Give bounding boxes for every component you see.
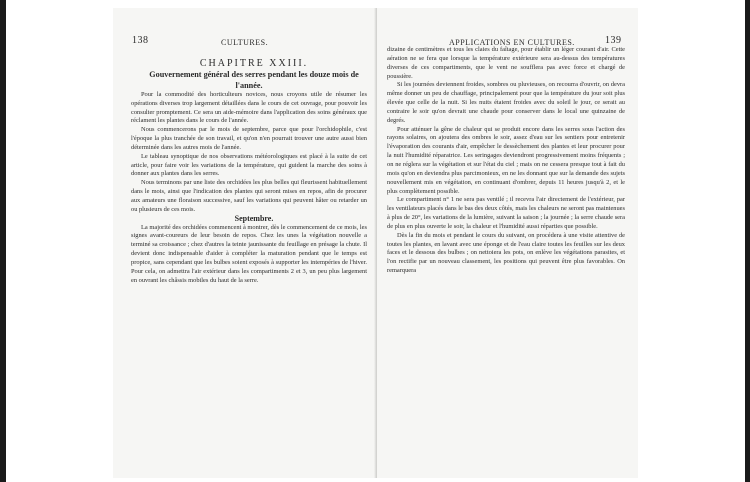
left-page — [113, 8, 377, 478]
paragraph: Si les journées deviennent froides, sombres ou pluvieuses, on recourra d'ouvrir, on devra même donner un peu de chauffage, principalement pour que la température du jour soit plus élevée que celle de la nuit. Si les nuits étaient froides avec du soleil le jour, ce serait au contraire le soir qu'on devrait une chaude pour conserver dans le local une quinzaine de degrés. — [387, 81, 625, 124]
paragraph: dizaine de centimètres et tous les claies du faîtage, pour établir un léger courant d'air. Cette aération ne se fera que lorsque la température extérieure sera au-dessus des températures diverses de ces compartiments, que le vent ne soufflera pas avec force et chargé de poussière. — [387, 46, 625, 80]
page-number-right: 139 — [605, 35, 622, 46]
chapter-title: Gouvernement général des serres pendant les douze mois de l'année. — [149, 69, 359, 90]
paragraph: Nous commencerons par le mois de septembre, parce que pour l'orchidophile, c'est l'époque la plus tranchée de son travail, et qu'on n'en pourrait trouver une autre aussi bien déterminée dans les autres mois de l'année. — [131, 126, 367, 151]
running-head-right: APPLICATIONS EN CULTURES. — [449, 38, 575, 47]
left-page-text — [131, 60, 367, 285]
scan-border-left — [0, 0, 6, 482]
paragraph: Le compartiment n° 1 ne sera pas ventilé ; il recevra l'air directement de l'extérieur, par les ventilateurs placés dans le bas des deux côtés, mais les chaleurs ne seront pas maintenues à plus de 20°, les variations de la lumière, suivant la saison ; la journée ; la serre chaude sera de plus en plus ouverte le soir, la chaleur et l'humidité aussi réparties que possible. — [387, 196, 625, 230]
paragraph: Pour atténuer la gêne de chaleur qui se produit encore dans les serres sous l'action des rayons solaires, on ajoutera des ombres le soir, assez d'eau sur les sentiers pour entretenir l'évaporation des courants d'air, empêcher le dessèchement des plantes et leur procurer pour la nuit l'humidité réparatrice. Les seringages deviendront progressivement moins fréquents ; on ne réglera sur la végétation et sur l'état du ciel ; mais on ne cessera presque tout à fait du mois qu'on en deviendra plus parcimonieux, en ne les donnant que sur la demande des sujets nouvellement mis en végétation, en continuant d'ombrer, depuis 11 heures jusqu'à 2, et le plus complètement possible. — [387, 125, 625, 195]
paragraph: Le tableau synoptique de nos observations météorologiques est placé à la suite de cet article, pour faire voir les variations de la température, qui guident la marche des soins à donner aux plantes dans les serres. — [131, 152, 367, 178]
section-heading: Septembre. — [234, 213, 274, 223]
paragraph: Nous terminons par une liste des orchidées les plus belles qui fleurissent habituellement dans le mois, ainsi que l'indication des plantes qui seront mises en repos, afin de procurer aux amateurs une floraison successive, sauf les variations qui peuvent hâter ou retarder un ou plusieurs de ces mois. — [131, 179, 367, 213]
scan-border-right — [745, 0, 750, 482]
paragraph: Pour la commodité des horticulteurs novices, nous croyons utile de résumer les opérations diverses trop largement détaillées dans le cours de cet ouvrage, pour pouvoir les consulter promptement. Ce sera un aide-mémoire dans l'application des soins généraux que réclament les plantes dans le cours de l'année. — [131, 90, 367, 125]
chapter-heading: CHAPITRE XXIII. — [199, 58, 309, 69]
right-page — [377, 8, 638, 478]
paragraph: Dès la fin du mois et pendant le cours du suivant, on procédera à une visite attentive de toutes les plantes, en lavant avec une éponge et de l'eau claire toutes les feuilles sur les deux faces et le dessous des bulbes ; on nettoiera les pots, on enlève les végétations parasites, et l'on rectifie par un nouveau classement, les positions qui peuvent être plus favorables. On remarquera — [387, 231, 625, 275]
paragraph: La majorité des orchidées commencent à montrer, dès le commencement de ce mois, les signes avant-coureurs de leur besoin de repos. Chez les unes la végétation nouvelle a terminé sa croissance ; chez d'autres la teinte jaunissante du feuillage en présage la chute. Il devient donc indispensable d'aider à compléter la maturation pendant que le temps est propice, sans cependant que les bulbes soient exposés à supporter les intempéries de l'hiver. Pour cela, on admettra l'air extérieur dans les compartiments 2 et 3, un peu plus largement en ouvrant les châssis mobiles du haut de la serre. — [131, 223, 367, 284]
page-number-left: 138 — [132, 35, 149, 46]
running-head-left: CULTURES. — [221, 38, 269, 47]
right-page-text — [387, 46, 625, 276]
